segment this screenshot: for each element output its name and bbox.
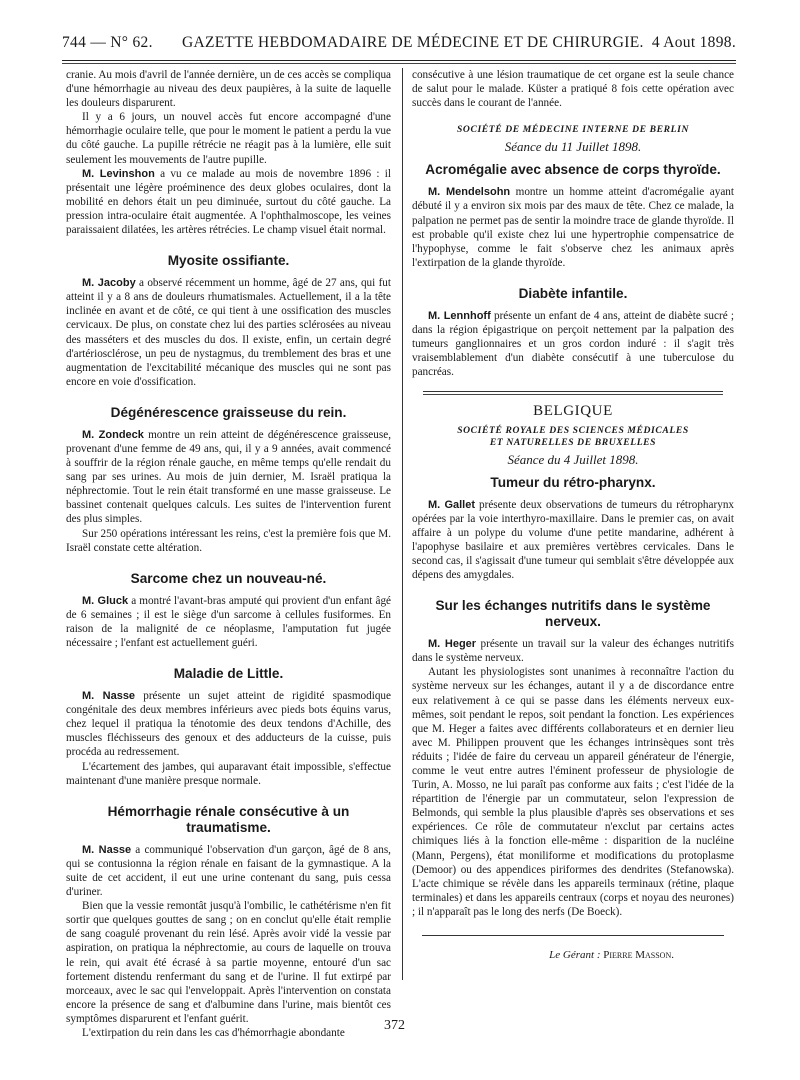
author-name: M. Nasse — [82, 690, 136, 703]
paragraph: M. Zondeck montre un rein atteint de dégénérescence graisseuse, provenant d'une femme de 49 ans, qui, il y a 9 années, avait commencé à souffrir de la région rénale gauche, en même temps qu'elle rendait du sang par ses urines. Au mois de juin dernier, M. Israël pratiqua la néphrectomie. Tout le rein était transformé en une masse graisseuse. Le bassinet contenait quelques calculs. Les suites de l'intervention furent des plus simples. — [66, 428, 391, 526]
paragraph: M. Jacoby a observé récemment un homme, âgé de 27 ans, qui fut atteint il y a 8 ans de douleurs rhumatismales. Actuellement, il a la tête inclinée en avant et de côté, ce qui tient à une ossification des muscles cervicaux. De plus, on constate chez lui des parties sclérosées au niveau des masséters et des muscles du dos. Il existe, enfin, un certain degré d'artériosclérose, un peu de nystagmus, du tremblement des bras et une augmentation de l'excitabilité mécanique des muscles qui ne sont pas encore en voie d'ossification. — [66, 277, 391, 388]
gerant-signature: Le Gérant : Pierre Masson. — [549, 949, 674, 962]
section-heading: Maladie de Little. — [173, 666, 284, 682]
author-name: M. Zondeck — [82, 428, 144, 441]
gerant-name: Pierre Masson. — [603, 949, 674, 962]
section-rule — [423, 391, 723, 392]
author-name: M. Levinshon — [82, 167, 155, 180]
paragraph: Sur 250 opérations intéressant les reins, c'est la première fois que M. Israël constate cette altération. — [66, 527, 391, 554]
paragraph: Il y a 6 jours, un nouvel accès fut encore accompagné d'une hémorrhagie oculaire telle, que pour le moment le patient a perdu la vue du côté gauche. La pupille rétrécie ne réagit pas à la lumière, elle suit seulement les mouvements de l'autre pupille. — [66, 111, 391, 166]
author-name: M. Mendelsohn — [428, 186, 511, 199]
section-heading: Myosite ossifiante. — [167, 253, 290, 269]
column-divider — [402, 68, 403, 980]
section-heading: Sarcome chez un nouveau-né. — [130, 570, 327, 586]
country-heading: BELGIQUE — [533, 403, 613, 420]
author-name: M. Gallet — [428, 498, 476, 511]
author-name: M. Lennhoff — [428, 309, 491, 322]
section-heading: Acromégalie avec absence de corps thyroïde. — [425, 162, 721, 178]
society-title: SOCIÉTÉ DE MÉDECINE INTERNE DE BERLIN — [457, 124, 689, 136]
page-reference: 744 — N° 62. — [62, 34, 153, 51]
section-heading: Dégénérescence graisseuse du rein. — [110, 404, 347, 420]
page-number: 372 — [384, 1018, 405, 1033]
paragraph: L'écartement des jambes, qui auparavant était impossible, s'effectue maintenant d'une manière presque normale. — [66, 760, 391, 787]
society-title-line2: ET NATURELLES DE BRUXELLES — [489, 436, 657, 448]
issue-date: 4 Aout 1898. — [651, 34, 736, 51]
section-heading: Diabète infantile. — [518, 285, 628, 301]
author-name: M. Jacoby — [82, 277, 136, 290]
running-header — [62, 34, 736, 56]
left-column — [66, 68, 391, 1040]
paragraph: cranie. Au mois d'avril de l'année dernière, un de ces accès se compliqua d'une hémorrhagie au niveau des deux paupières, à la suite de laquelle les douleurs disparurent. — [66, 69, 391, 110]
journal-title: GAZETTE HEBDOMADAIRE DE MÉDECINE ET DE CHIRURGIE. — [182, 34, 644, 51]
paragraph: M. Levinshon a vu ce malade au mois de novembre 1896 : il présentait une légère proéminence des deux globes oculaires, dont la mobilité en dehors était un peu diminuée, surtout du côté gauche. La pression intra-oculaire était augmentée. A l'ophthalmoscope, les veines paraissaient dilatées, les artères rétrécies. Le champ visuel était normal. — [66, 167, 392, 237]
paragraph: M. Gallet présente deux observations de tumeurs du rétropharynx opérées par la voie interthyro-maxillaire. Dans le premier cas, on avait affaire à un polype du volume d'une petite mandarine, adhérent à l'apophyse basilaire et aux premières vertèbres cervicales. Dans le second cas, il s'agissait d'une tumeur qui semblait s'être développée aux dépens des amygdales. — [412, 498, 735, 582]
paragraph: M. Heger présente un travail sur la valeur des échanges nutritifs dans le système nerveux. — [412, 638, 734, 665]
author-name: M. Heger — [428, 638, 477, 651]
section-heading: Tumeur du rétro-pharynx. — [490, 474, 656, 490]
section-rule-thin — [423, 394, 723, 395]
paragraph: Autant les physiologistes sont unanimes à reconnaître l'action du système nerveux sur les échanges, autant il y a de discordance entre eux relativement à ce qui se passe dans les éléments nerveux eux-mêmes, soit pendant le repos, soit pendant la fonction. Les expériences que M. Heger a faites avec différents collaborateurs et en dernier lieu avec M. Philippen prouvent que les échanges intrinsèques sont très réduits ; l'idée de faire du cerveau un appareil générateur de l'énergie, comme le veut entre autres l'éminent professeur de physiologie de Turin, A. Mosso, ne lui paraît pas conforme aux faits ; c'est l'idée de la répartition de l'énergie par un commutateur, selon l'expression de Belmonds, qui semble la plus plausible d'après ses observations et ses expériences. Ce rôle de commutateur n'exclut par certains actes chimiques liés à la fonction elle-même : disparition de la nucléine (Mann, Pergens), état moniliforme et modifications du protoplasme (Demoor) ou des appendices piriformes des dendrites (Stefanowska). L'acte chimique se révèle dans les appareils terminaux (rétine, plaque terminales) et dans les appareils centraux (corps et noyau des neurones) ; il n'apparaît pas le long des nerfs (De Boeck). — [412, 666, 734, 918]
section-heading: Hémorrhagie rénale consécutive à un traumatisme. — [107, 803, 350, 835]
paragraph: M. Nasse présente un sujet atteint de rigidité spasmodique congénitale des deux membres inférieurs avec pieds bots équins varus, chez lequel il pratiqua la ténotomie des deux tendons d'Achille, des muscles fléchisseurs des genoux et des adducteurs de la cuisse, puis procéda au redressement. — [66, 690, 391, 759]
paragraph: M. Mendelsohn montre un homme atteint d'acromégalie ayant débuté il y a environ six mois par des maux de tête. Chez ce malade, la palpation ne permet pas de sentir la moindre trace de glande thyroïde. Il est probable qu'il existe chez lui une hypertrophie compensatrice de l'hypophyse, comme le fait s'observe chez les animaux après l'extirpation de la glande thyroïde. — [412, 186, 734, 269]
session-date: Séance du 4 Juillet 1898. — [507, 451, 639, 467]
right-column — [412, 68, 734, 962]
header-rule-thin — [62, 63, 736, 64]
author-name: M. Nasse — [82, 843, 132, 856]
session-date: Séance du 11 Juillet 1898. — [504, 139, 642, 155]
paragraph: M. Gluck a montré l'avant-bras amputé qui provient d'un enfant âgé de 6 semaines ; il est le siège d'un sarcome à cellules fusiformes. En raison de la malignité de ce néoplasme, l'amputation fut jugée nécessaire ; l'enfant est actuellement guéri. — [66, 594, 392, 649]
paragraph: L'extirpation du rein dans les cas d'hémorrhagie abondante — [82, 1026, 345, 1039]
closing-rule — [422, 935, 724, 936]
paragraph: consécutive à une lésion traumatique de cet organe est la seule chance de salut pour le malade. Küster a pratiqué 8 fois cette opération avec succès dans le courant de l'année. — [412, 69, 734, 110]
author-name: M. Gluck — [82, 594, 129, 607]
header-rule — [62, 60, 736, 61]
section-heading: Sur les échanges nutritifs dans le système nerveux. — [435, 598, 711, 630]
paragraph: Bien que la vessie remontât jusqu'à l'ombilic, le cathétérisme n'en fit sortir que quelques gouttes de sang ; on en conclut qu'elle était remplie de sang coagulé provenant du rein lésé. Après avoir vidé la vessie par aspiration, on pratiqua la néphrectomie, au cours de laquelle on trouva le rein, qui avait été écrasé à sa partie moyenne, entouré d'un sac fortement distendu renfermant du sang et de l'urine. Il fut extirpé par morceaux, avec le sac qui l'enveloppait. Après l'intervention on constata encore la présence de sang et d'albumine dans l'urine, mais bientôt ces symptômes disparurent et l'enfant guérit. — [66, 900, 391, 1025]
paragraph: M. Lennhoff présente un enfant de 4 ans, atteint de diabète sucré ; dans la région épigastrique on perçoit nettement par la palpation des tumeurs ganglionnaires et un gros cordon induré : il s'agit très vraisemblablement d'un diabète consécutif à une tuberculose du pancréas. — [412, 309, 734, 379]
society-title: SOCIÉTÉ ROYALE DES SCIENCES MÉDICALES — [457, 424, 689, 436]
paragraph: M. Nasse a communiqué l'observation d'un garçon, âgé de 8 ans, qui se contusionna la région rénale en faisant de la gymnastique. A la suite de cet accident, il eut une urine contenant du sang, puis cessa d'uriner. — [66, 843, 391, 899]
